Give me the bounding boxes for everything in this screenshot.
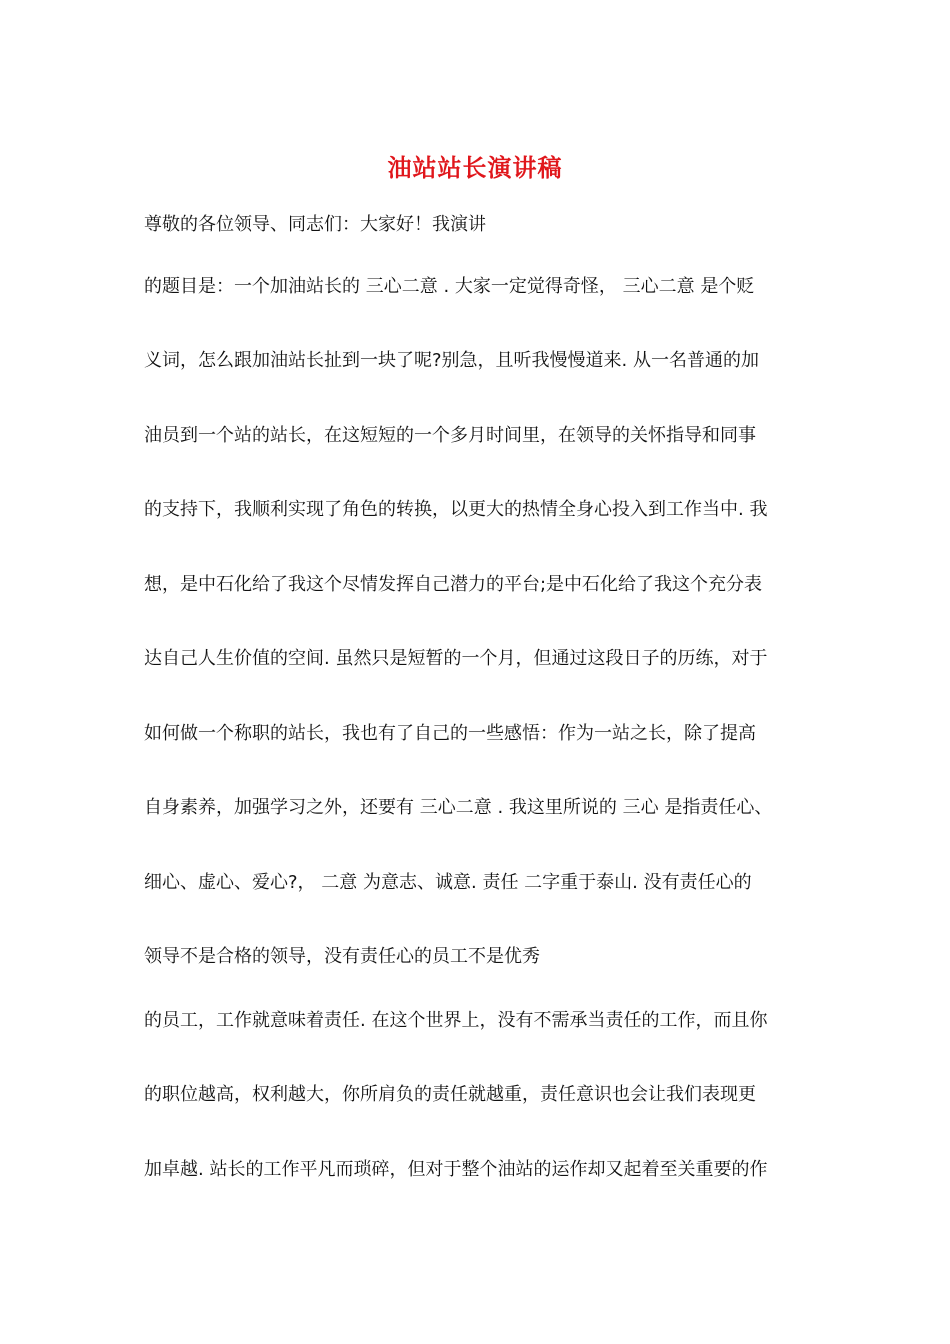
paragraph-line: 的员工，工作就意味着责任. 在这个世界上，没有不需承当责任的工作，而且你 — [144, 1010, 768, 1031]
document-title: 油站站长演讲稿 — [387, 153, 563, 182]
paragraph-line: 的题目是：一个加油站长的 三心二意 . 大家一定觉得奇怪， 三心二意 是个贬 — [144, 276, 755, 297]
paragraph-line: 达自己人生价值的空间. 虽然只是短暂的一个月，但通过这段日子的历练，对于 — [144, 648, 768, 669]
paragraph-line: 细心、虚心、爱心?， 二意 为意志、诚意. 责任 二字重于泰山. 没有责任心的 — [144, 872, 752, 893]
paragraph-line: 的职位越高，权利越大，你所肩负的责任就越重，责任意识也会让我们表现更 — [144, 1084, 756, 1105]
paragraph-line: 领导不是合格的领导，没有责任心的员工不是优秀 — [144, 946, 540, 967]
paragraph-line: 加卓越. 站长的工作平凡而琐碎，但对于整个油站的运作却又起着至关重要的作 — [144, 1159, 768, 1180]
paragraph-line: 义词，怎么跟加油站长扯到一块了呢?别急，且听我慢慢道来. 从一名普通的加 — [144, 350, 759, 371]
paragraph-line: 想，是中石化给了我这个尽情发挥自己潜力的平台;是中石化给了我这个充分表 — [144, 574, 763, 595]
paragraph-line: 自身素养，加强学习之外，还要有 三心二意 . 我这里所说的 三心 是指责任心、 — [144, 797, 773, 818]
paragraph-line: 油员到一个站的站长，在这短短的一个多月时间里，在领导的关怀指导和同事 — [144, 425, 756, 446]
paragraph-line: 的支持下，我顺利实现了角色的转换，以更大的热情全身心投入到工作当中. 我 — [144, 499, 768, 520]
paragraph-line: 尊敬的各位领导、同志们：大家好！我演讲 — [144, 214, 486, 235]
paragraph-line: 如何做一个称职的站长，我也有了自己的一些感悟：作为一站之长，除了提高 — [144, 723, 756, 744]
